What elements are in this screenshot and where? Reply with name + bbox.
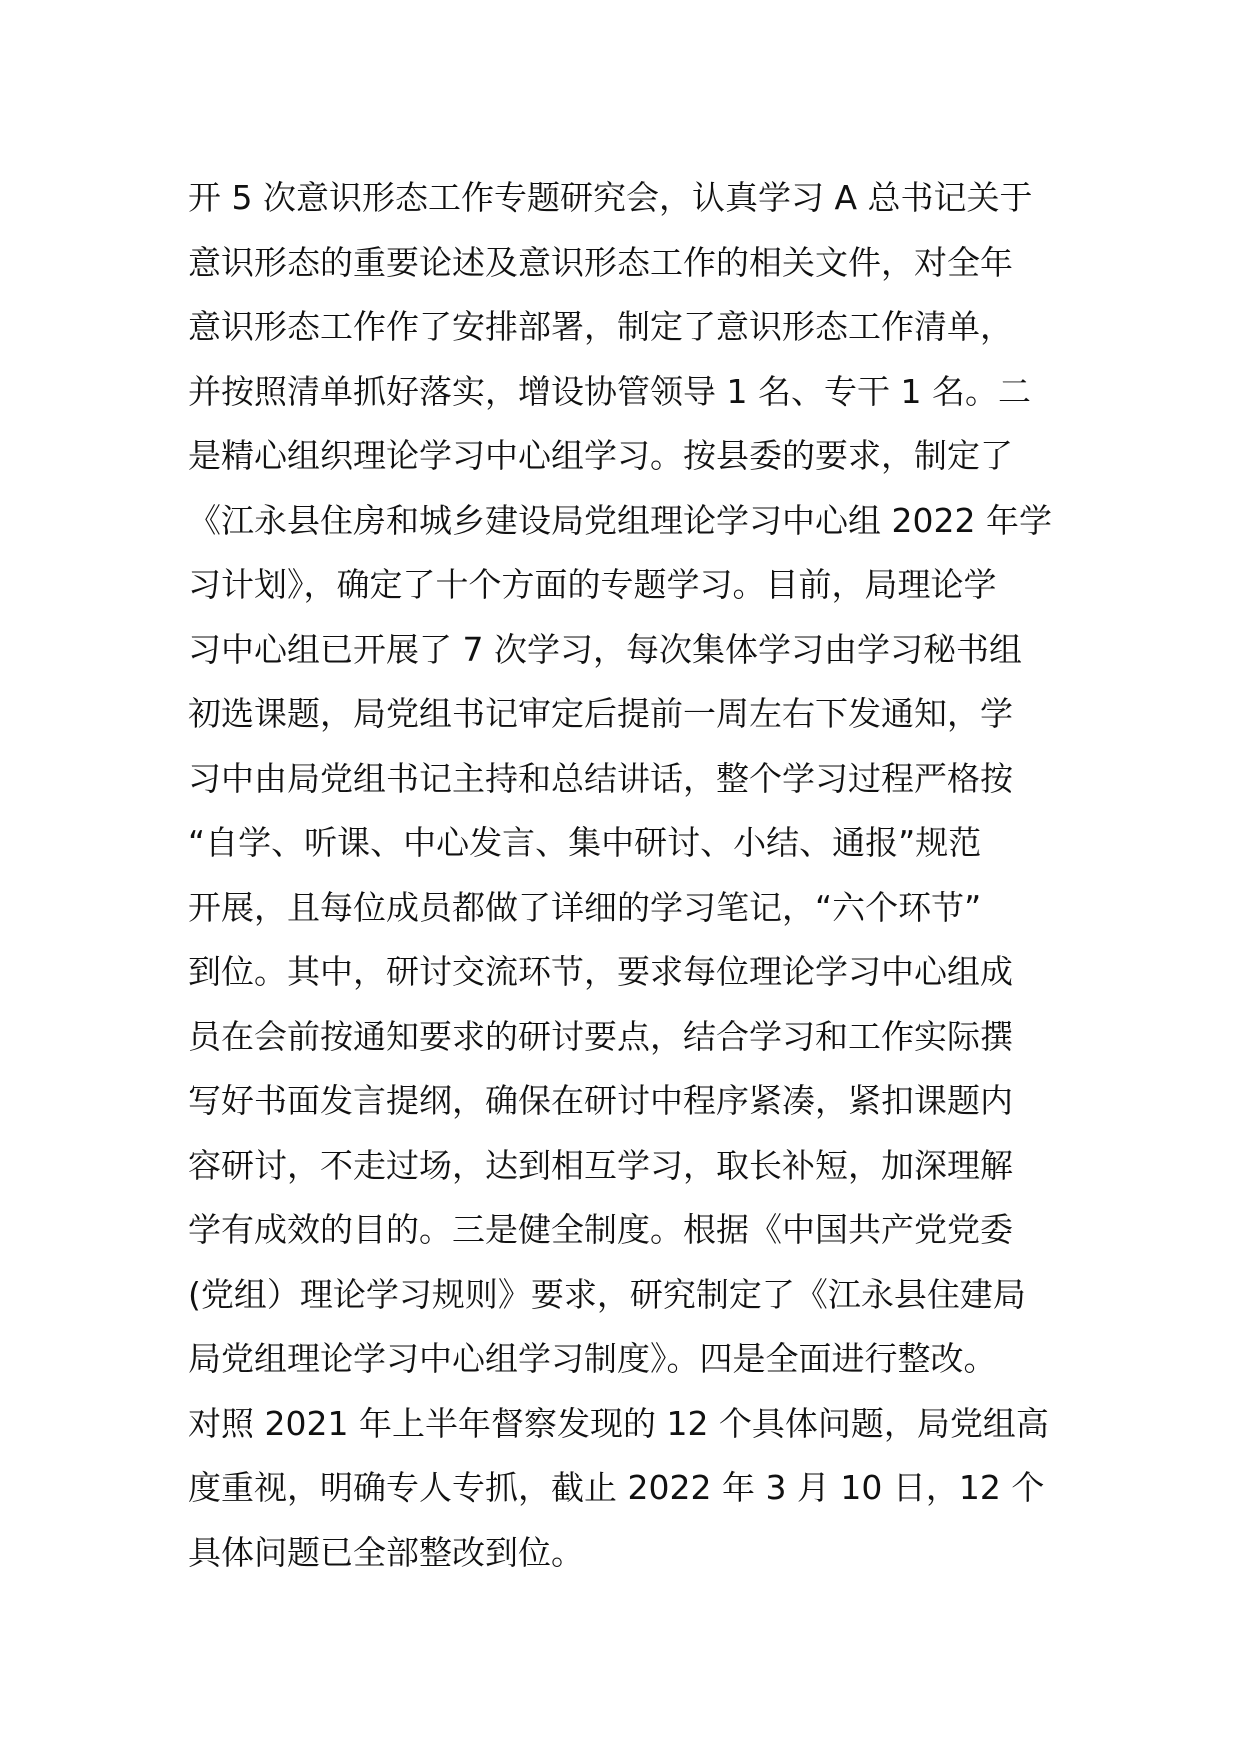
body-paragraph bbox=[188, 166, 1068, 1585]
text-line: (党组）理论学习规则》要求，研究制定了《江永县住建局 bbox=[188, 1274, 1026, 1314]
text-line: 习中心组已开展了 7 次学习，每次集体学习由学习秘书组 bbox=[188, 629, 1022, 669]
text-line: 初选课题，局党组书记审定后提前一周左右下发通知，学 bbox=[188, 694, 1013, 733]
text-line: 写好书面发言提纲，确保在研讨中程序紧凑，紧扣课题内 bbox=[188, 1081, 1013, 1120]
text-line: 局党组理论学习中心组学习制度》。四是全面进行整改。 bbox=[188, 1339, 997, 1378]
text-line: 习计划》，确定了十个方面的专题学习。目前，局理论学 bbox=[188, 565, 997, 604]
text-line: 意识形态的重要论述及意识形态工作的相关文件，对全年 bbox=[188, 242, 1013, 282]
text-line: 意识形态工作作了安排部署，制定了意识形态工作清单， bbox=[188, 307, 1013, 346]
text-line: 习中由局党组书记主持和总结讲话，整个学习过程严格按 bbox=[188, 758, 1013, 798]
text-line: 是精心组织理论学习中心组学习。按县委的要求，制定了 bbox=[188, 436, 1013, 475]
text-line: 并按照清单抓好落实，增设协管领导 1 名、专干 1 名。二 bbox=[188, 371, 1031, 411]
text-line: 到位。其中，研讨交流环节，要求每位理论学习中心组成 bbox=[188, 952, 1013, 991]
text-line: 学有成效的目的。三是健全制度。根据《中国共产党党委 bbox=[188, 1210, 1013, 1249]
text-line: “自学、听课、中心发言、集中研讨、小结、通报”规范 bbox=[188, 823, 982, 862]
text-line: 容研讨，不走过场，达到相互学习，取长补短，加深理解 bbox=[188, 1145, 1013, 1185]
text-line: 具体问题已全部整改到位。 bbox=[188, 1532, 584, 1572]
text-line: 《江永县住房和城乡建设局党组理论学习中心组 2022 年学 bbox=[188, 500, 1052, 540]
text-line: 开 5 次意识形态工作专题研究会，认真学习 A 总书记关于 bbox=[188, 178, 1033, 217]
text-line: 对照 2021 年上半年督察发现的 12 个具体问题，局党组高 bbox=[188, 1403, 1049, 1443]
text-line: 度重视，明确专人专抓，截止 2022 年 3 月 10 日，12 个 bbox=[188, 1468, 1045, 1507]
text-line: 开展，且每位成员都做了详细的学习笔记，“六个环节” bbox=[188, 887, 982, 927]
text-line: 员在会前按通知要求的研讨要点，结合学习和工作实际撰 bbox=[188, 1016, 1013, 1056]
